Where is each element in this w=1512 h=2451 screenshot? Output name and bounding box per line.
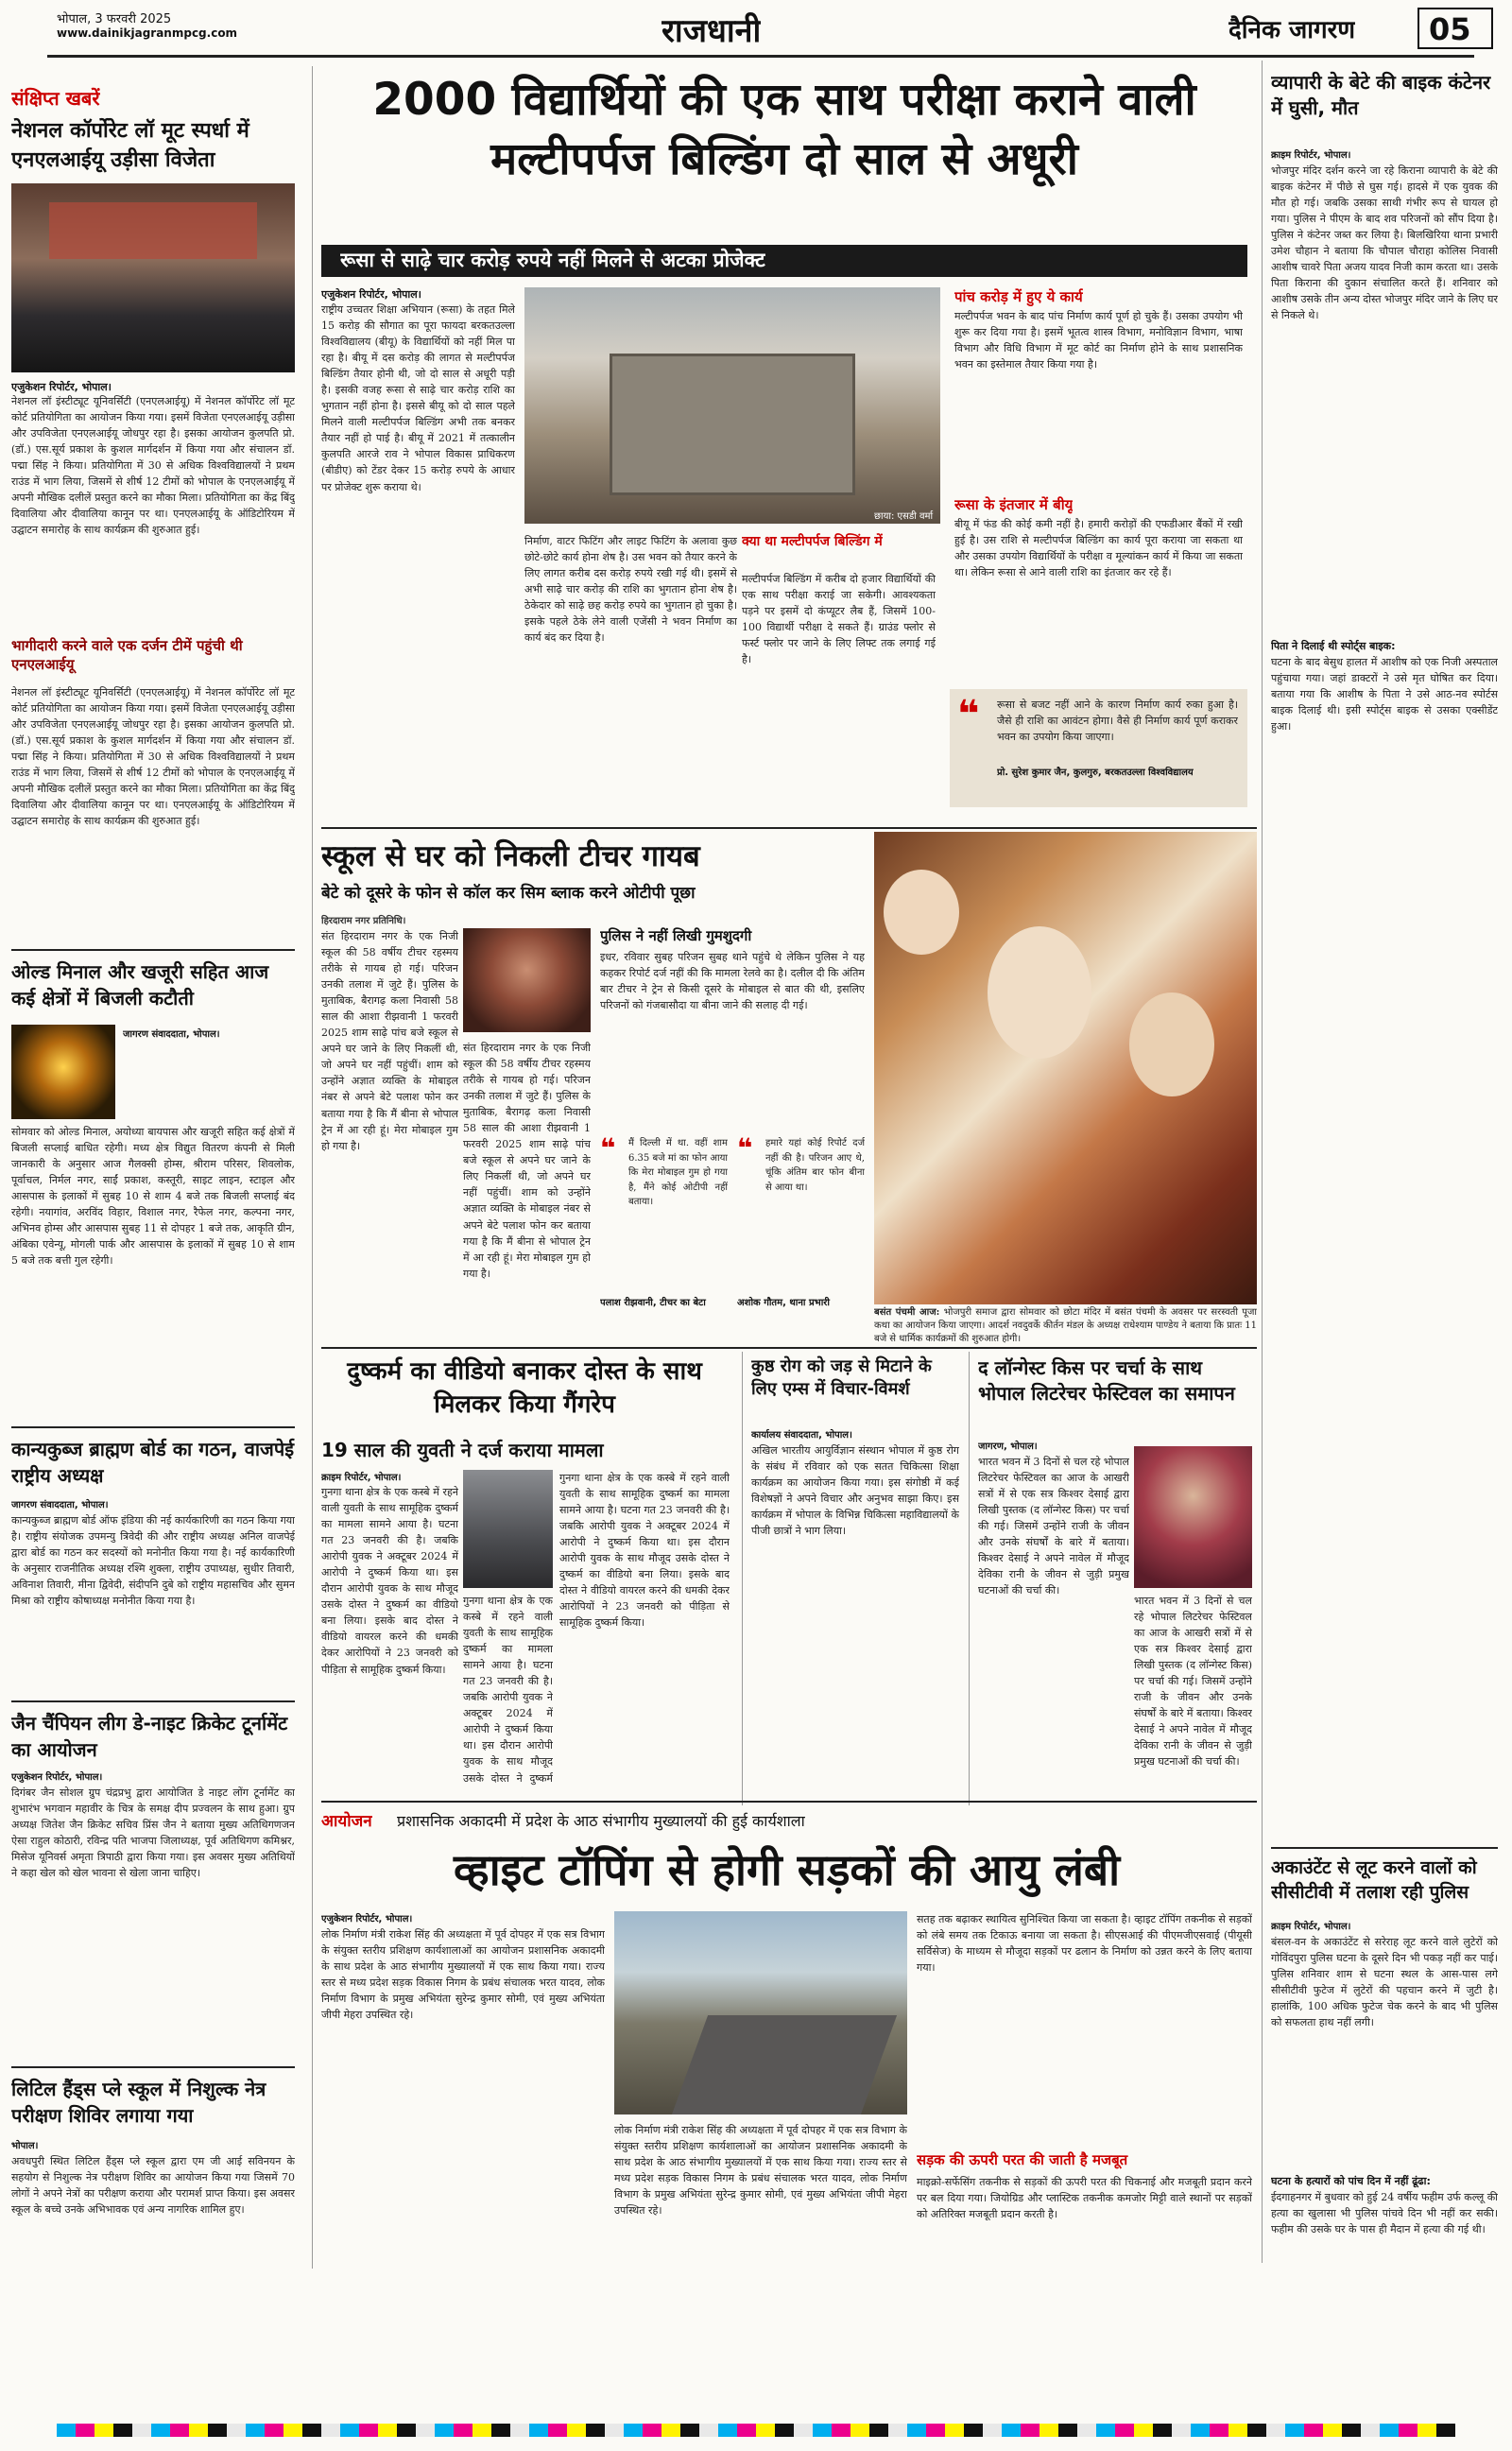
right-1-body: भोजपुर मंदिर दर्शन करने जा रहे किराना व्यापारी के बेटे की बाइक कंटेनर में पीछे से घुस गई। हादसे में एक युवक की मौत हो गई। जबकि उसका साथी गंभीर रूप से घायल हो गया। पुलिस ने पीएम के बाद शव परिजनों को सौंप दिया है। पुलिस ने कंटेनर जब्त कर लिया है। बिलखिरिया थाना प्रभारी उमेश चौहान ने बताया कि चौपाल चौराहा कोलिस निवासी आशीष चावरे पिता अजय यादव निजी काम करता था। उसके पिता किराना की दुकान संचालित करते हैं। शनिवार को आशीष उसके तीन अन्य दोस्त भोजपुर मंदिर जाने के लिए घर से निकले थे। xyxy=(1271,164,1498,322)
box-rusa-body: बीयू में फंड की कोई कमी नहीं है। हमारी करोड़ों की एफडीआर बैंकों में रखी हुई है। उस राशि से मल्टीपर्पज बिल्डिंग का कार्य पूरा कराया जा सकता था और उसका उपयोग विद्यार्थियों के परीक्षा व मूल्यांकन कार्य में किया जा सकता था। लेकिन रूसा से आने वाली राशि का इंतजार कर रहे हैं। xyxy=(954,518,1243,579)
bulb-photo xyxy=(11,1025,115,1119)
row2-rule xyxy=(321,827,1257,829)
teacher-subhead: पुलिस ने नहीं लिखी गुमशुदगी xyxy=(600,927,752,944)
lead-body-2: निर्माण, वाटर फिटिंग और लाइट फिटिंग के अलावा कुछ छोटे-छोटे कार्य होना शेष है। उस भवन को तैयार करने के लिए लागत करीब दस करोड़ रुपये रखी गई थी। इसमें से अभी साढ़े चार करोड़ की राशि का भुगतान होना शेष है। ठेकेदार को साढ़े छह करोड़ रुपये का भुगतान हो चुका है। इसके पहले ठेके लेने वाली एजेंसी ने भवन निर्माण का कार्य बंद कर दिया है। xyxy=(524,535,737,645)
lead-body-1: राष्ट्रीय उच्चतर शिक्षा अभियान (रूसा) के तहत मिले 15 करोड़ की सौगात का पूरा फायदा बरकतउल्ला विश्वविद्यालय (बीयू) के विद्यार्थियों को नहीं मिल पा रहा है। बीयू में दस करोड़ की लागत से मल्टीपर्पज बिल्डिंग तैयार होनी थी, जो दो साल से अधूरी पड़ी है। इसकी वजह रूसा से साढ़े चार करोड़ राशि का भुगतान नहीं होना है। इससे बीयू को दो साल पहले मिलने वाली मल्टीपर्पज बिल्डिंग अभी तक बनकर तैयार नहीं हो पाई है। बीयू में 2021 में तत्कालीन कुलपति आरजे राव ने भोपाल विकास प्राधिकरण (बीडीए) को टेंडर देकर 15 करोड़ रुपये के आधार पर प्रोजेक्ट शुरू कराया थे। xyxy=(321,303,515,493)
litfest-headline: द लॉन्गेस्ट किस पर चर्चा के साथ भोपाल लिटरेचर फेस्टिवल का समापन xyxy=(978,1356,1235,1405)
basant-caption-text: भोजपुरी समाज द्वारा सोमवार को छोटा मंदिर में बसंत पंचमी के अवसर पर सरस्वती पूजा कथा का आयोजन किया जाएगा। आदर्श नवदुवर्के कीर्तन मंडल के अध्यक्ष राधेश्याम पाण्डेय ने बताया कि प्रातः 11 बजे से धार्मिक कार्यक्रमों की शुरुआत होगी। xyxy=(874,1307,1257,1344)
right-1-subhead: पिता ने दिलाई थी स्पोर्ट्स बाइक: xyxy=(1271,640,1396,652)
right-1-byline: क्राइम रिपोर्टर, भोपाल। xyxy=(1271,150,1351,161)
brief-3-byline: जागरण संवाददाता, भोपाल। xyxy=(11,1500,109,1510)
teacher-body-cont: संत हिरदाराम नगर के एक निजी स्कूल की 58 वर्षीय टीचर रहस्मय तरीके से गायब हो गई। परिजन उनकी तलाश में जुटे हैं। पुलिस के मुताबिक, बैरागढ़ कला निवासी 58 साल की आशा रीझवानी 1 फरवरी 2025 शाम साढ़े पांच बजे स्कूल से अपने घर जाने के लिए निकलीं थी, जो अपने घर नहीं पहुंचीं। शाम को उन्होंने अज्ञात व्यक्ति के मोबाइल नंबर से अपने बेटे पलाश फोन कर बताया गया है कि मैं बीना से भोपाल ट्रेन में आ रही हूं। मेरा मोबाइल गुम हो गया है। xyxy=(463,1042,591,1280)
teacher-deck: बेटे को दूसरे के फोन से कॉल कर सिम ब्लाक करने ओटीपी पूछा xyxy=(321,884,696,903)
brief-5-byline: भोपाल। xyxy=(11,2141,39,2151)
gangrape-body-cont-2: गुनगा थाना क्षेत्र के एक कस्बे में रहने वाली युवती के साथ सामूहिक दुष्कर्म का मामला सामने आया है। घटना गत 23 जनवरी की है। जबकि आरोपी युवक ने अक्टूबर 2024 में आरोपी ने दुष्कर्म किया था। इस दौरान आरोपी युवक के साथ मौजूद उसके दोस्त ने दुष्कर्म का वीडियो बना लिया। इसके बाद दोस्त ने वीडियो वायरल करने की धमकी देकर आरोपियों ने 23 जनवरी को पीड़िता से सामूहिक दुष्कर्म किया। xyxy=(559,1472,730,1630)
quote-text: रूसा से बजट नहीं आने के कारण निर्माण कार्य रुका हुआ है। जैसे ही राशि का आवंटन होगा। वैसे ही निर्माण कार्य पूर्ण कराकर भवन का उपयोग किया जाएगा। xyxy=(997,699,1238,744)
lead-byline: एजुकेशन रिपोर्टर, भोपाल। xyxy=(321,288,421,301)
whitetopping-story xyxy=(321,1805,1257,2269)
right-rule xyxy=(1271,1847,1498,1849)
teacher-quote-1 xyxy=(600,1132,728,1331)
lead-story xyxy=(321,60,1257,817)
kicker-text: प्रशासनिक अकादमी में प्रदेश के आठ संभागीय मुख्यालयों की हुई कार्यशाला xyxy=(397,1812,805,1830)
teacher-quote-2 xyxy=(737,1132,865,1331)
idol-face-3 xyxy=(884,870,959,955)
box-five-crore xyxy=(945,287,1247,495)
teacher-story xyxy=(321,832,869,1342)
header-site[interactable]: www.dainikjagranmpcg.com xyxy=(57,26,238,40)
brief-1-byline: एजुकेशन रिपोर्टर, भोपाल। xyxy=(11,381,112,393)
left-column xyxy=(0,60,312,2376)
brief-4-headline: जैन चैंपियन लीग डे-नाइट क्रिकेट टूर्नामेंट का आयोजन xyxy=(11,1712,288,1761)
divider-right xyxy=(1262,60,1263,2263)
teacher-photo xyxy=(463,928,591,1032)
teacher-headline: स्कूल से घर को निकली टीचर गायब xyxy=(321,839,700,873)
litfest-body: भारत भवन में 3 दिनों से चल रहे भोपाल लिटरेचर फेस्टिवल का आज के आखरी सत्रों में से एक सत्र किश्वर देसाई द्वारा लिखी पुस्तक (द लॉन्गेस्ट किस) पर चर्चा की गई। जिसमें उन्होंने राजी के जीवन और उनके संघर्षों के बारे में बताया। किश्वर देसाई ने अपने नावेल में मौजूद देविका रानी के जीवन से जुड़ी प्रमुख घटनाओं की चर्चा की। xyxy=(978,1456,1129,1597)
kicker-bar xyxy=(321,1809,1252,1836)
left-rule-1 xyxy=(11,949,295,951)
brief-4-body: दिगंबर जैन सोशल ग्रुप चंद्रप्रभु द्वारा आयोजित डे नाइट लोंग टूर्नामेंट का शुभारंभ भगवान महावीर के चित्र के समक्ष दीप प्रज्वलन के साथ हुआ। ग्रुप अध्यक्ष जितेश जैन क्रिकेट सचिव प्रिंस जैन ने बताया मुख्य अतिथिगणजन ऐसा राहुल कोठारी, रविन्द्र पति भाजपा जिलाध्यक्ष, पूर्व अतिथिगण कमिश्नर, मिसेज यूनिवर्स अमृता त्रिपाठी द्वारा किया गया। इस अवसर मुख्य अतिथियों ने कहा खेल को खेल भावना से खेला जाना चाहिए। xyxy=(11,1786,295,1880)
left-rule-4 xyxy=(11,2066,295,2068)
page-number-box xyxy=(1418,8,1493,49)
author-photo xyxy=(1134,1446,1252,1588)
litfest-byline: जागरण, भोपाल। xyxy=(978,1441,1038,1452)
brief-3-headline: कान्यकुब्ज ब्राह्मण बोर्ड का गठन, वाजपेई राष्ट्रीय अध्यक्ष xyxy=(11,1438,295,1487)
right-2-body-2: ईदगाहनगर में बुधवार को हुई 24 वर्षीय फहीम उर्फ कल्लू की हत्या का खुलासा भी पुलिस पांचवे दिन भी नहीं कर सकी। फहीम की उसके घर के पास ही मैदान में हत्या की गई थी। xyxy=(1271,2191,1498,2236)
gangrape-story xyxy=(321,1352,737,1796)
brief-label: संक्षिप्त खबरें xyxy=(11,87,100,110)
right-1-headline: व्यापारी के बेटे की बाइक कंटेनर में घुसी, मौत xyxy=(1271,71,1491,119)
whitetopping-body-3: माइक्रो-सर्फेसिंग तकनीक से सड़कों की ऊपरी परत की चिकनाई और मजबूती प्रदान करने पर बल दिया गया। जियोग्रिड और प्लास्टिक तकनीक कमजोर मिट्टी वाले स्थानों पर सड़कों को अतिरिक्त मजबूती प्रदान करती है। xyxy=(917,2176,1252,2221)
box-multipurpose xyxy=(742,533,940,807)
brief-2-headline: ओल्ड मिनाल और खजूरी सहित आज कई क्षेत्रों में बिजली कटौती xyxy=(11,960,269,1010)
registration-bars xyxy=(57,2424,1455,2437)
bottom-rule xyxy=(321,1801,1257,1803)
gangrape-byline: क्राइम रिपोर्टर, भोपाल। xyxy=(321,1473,402,1483)
right-2-headline: अकाउंटेंट से लूट करने वालों को सीसीटीवी में तलाश रही पुलिस xyxy=(1271,1857,1477,1903)
leprosy-story xyxy=(751,1352,964,1796)
box-multipurpose-body: मल्टीपर्पज बिल्डिंग में करीब दो हजार विद्यार्थियों की एक साथ परीक्षा कराई जा सकेगी। आवश्यकता पड़ने पर इसमें दो कंप्यूटर लैब हैं, जिसमें 100-100 विद्यार्थी परीक्षा दे सकते हैं। ग्राउंड फ्लोर से फर्स्ट फ्लोर पर जाने के लिए लिफ्ट तक लगाई गई है। xyxy=(742,573,936,666)
whitetopping-body-cont: लोक निर्माण मंत्री राकेश सिंह की अध्यक्षता में पूर्व दोपहर में एक सत्र विभाग के संयुक्त स्तरीय प्रशिक्षण कार्यशालाओं का आयोजन प्रशासनिक अकादमी के साथ प्रदेश के आठ संभागीय मुख्यालयों में एक साथ किया गया। राज्य स्तर से मध्य प्रदेश सड़क विकास निगम के प्रबंध संचालक भरत यादव, लोक निर्माण विभाग के प्रमुख अभियंता सुरेन्द्र कुमार सोमी, एवं मुख्य अभियंता जीपी मेहरा उपस्थित रहे। xyxy=(614,2124,907,2218)
whitetopping-headline: व्हाइट टॉपिंग से होगी सड़कों की आयु लंबी xyxy=(453,1844,1121,1895)
teacher-body: संत हिरदाराम नगर के एक निजी स्कूल की 58 वर्षीय टीचर रहस्मय तरीके से गायब हो गई। परिजन उनकी तलाश में जुटे हैं। पुलिस के मुताबिक, बैरागढ़ कला निवासी 58 साल की आशा रीझवानी 1 फरवरी 2025 शाम साढ़े पांच बजे स्कूल से अपने घर जाने के लिए निकलीं थी, जो अपने घर नहीं पहुंचीं। शाम को उन्होंने अज्ञात व्यक्ति के मोबाइल नंबर से अपने बेटे पलाश फोन कर बताया गया है कि मैं बीना से भोपाल ट्रेन में आ रही हूं। मेरा मोबाइल गुम हो गया है। xyxy=(321,930,458,1152)
photo-label: सड़क की ऊपरी परत की जाती है मजबूत xyxy=(917,2151,1128,2168)
teacher-byline: हिरदाराम नगर प्रतिनिधि। xyxy=(321,916,406,926)
road-shape xyxy=(672,2015,897,2114)
idol-face-1 xyxy=(988,926,1091,1059)
right-column xyxy=(1271,60,1503,2367)
building-photo-credit: छाया: एसडी वर्मा xyxy=(874,511,934,522)
paper-name: दैनिक जागरण xyxy=(1228,16,1356,44)
teacher-quote-2-by: अशोक गौतम, थाना प्रभारी xyxy=(737,1298,830,1308)
box-rusa-wait xyxy=(945,495,1247,684)
box-multipurpose-title: क्या था मल्टीपर्पज बिल्डिंग में xyxy=(742,534,883,549)
box-rusa-title: रूसा के इंतजार में बीयू xyxy=(954,496,1074,513)
leprosy-headline: कुष्ठ रोग को जड़ से मिटाने के लिए एम्स में विचार-विमर्श xyxy=(751,1356,932,1400)
header-rule xyxy=(47,55,1474,58)
leprosy-byline: कार्यालय संवाददाता, भोपाल। xyxy=(751,1430,852,1441)
gangrape-headline: दुष्कर्म का वीडियो बनाकर दोस्त के साथ मिलकर किया गैंगरेप xyxy=(347,1357,702,1420)
basant-caption-label: बसंत पंचमी आज: xyxy=(874,1307,940,1318)
teacher-quote-2-text: हमारे यहां कोई रिपोर्ट दर्ज नहीं की है। परिजन आए थे, चूंकि अंतिम बार फोन बीना से आया था। xyxy=(765,1138,865,1193)
quote-2-mark-icon: ❝ xyxy=(737,1132,753,1164)
building-block xyxy=(610,354,855,495)
box-five-crore-title: पांच करोड़ में हुए ये कार्य xyxy=(954,288,1083,305)
lead-deck-bar xyxy=(321,245,1247,277)
kicker-label: आयोजन xyxy=(321,1812,372,1831)
left-rule-3 xyxy=(11,1700,295,1702)
teacher-quote-1-text: मैं दिल्ली में था. वहीं शाम 6.35 बजे मां का फोन आया कि मेरा मोबाइल गुम हो गया है, मैंने कोई ओटीपी नहीं बताया। xyxy=(628,1138,728,1207)
brief-4-byline: एजुकेशन रिपोर्टर, भोपाल। xyxy=(11,1772,103,1783)
lead-headline: 2000 विद्यार्थियों की एक साथ परीक्षा कराने वाली मल्टीपर्पज बिल्डिंग दो साल से अधूरी xyxy=(372,74,1196,186)
right-1-body-2: घटना के बाद बेसुध हालत में आशीष को एक निजी अस्पताल पहुंचाया गया। जहां डाक्टरों ने उसे मृत घोषित कर दिया। बताया गया कि आशीष के पिता ने उसे आठ-नव स्पोर्टस बाइक दिलाई थी। इसी स्पोर्ट्स बाइक से उसका एक्सीडेंट हुआ। xyxy=(1271,656,1498,734)
teacher-quote-1-by: पलाश रीझवानी, टीचर का बेटा xyxy=(600,1298,706,1308)
brief-1-body: नेशनल लॉ इंस्टीट्यूट यूनिवर्सिटी (एनएलआईयू) में नेशनल कॉर्पोरेट लॉ मूट कोर्ट प्रतियोगिता का आयोजन किया गया। इसमें विजेता एनएलआईयू उड़ीसा और उपविजेता एनएलआईयू जोधपुर रहा है। इसका आयोजन कुलपति प्रो. (डॉ.) एस.सूर्य प्रकाश के कुशल मार्गदर्शन में किया गया और संचालन डॉ. पद्मा सिंह ने किया। प्रतियोगिता में 30 से अधिक विश्वविद्यालयों ने प्रथम राउंड में भाग लिया, जिसमें से शीर्ष 12 टीमों को भोपाल के एनएलआईयू में अपनी मौखिक दलीलें प्रस्तुत करने का मौका मिला। प्रतियोगिता का केंद्र बिंदु दिवालिया और दीवालिया कानून पर था। एनएलआईयू के ऑडिटोरियम में उद्घाटन समारोह के साथ कार्यक्रम की शुरुआत हुई। xyxy=(11,395,295,537)
whitetopping-byline: एजुकेशन रिपोर्टर, भोपाल। xyxy=(321,1914,413,1925)
divider-row3-b xyxy=(969,1352,970,1805)
quote-1-mark-icon: ❝ xyxy=(600,1132,616,1164)
brief-3-body: कान्यकुब्ज ब्राह्मण बोर्ड ऑफ इंडिया की नई कार्यकारिणी का गठन किया गया है। राष्ट्रीय संयोजक उपमन्यु त्रिवेदी की और राष्ट्रीय अध्यक्ष अनिल वाजपेई द्वारा बोर्ड का गठन कर सदस्यों को मनोनीत किया गया है। नई कार्यकारिणी के अनुसार राजनीतिक अध्यक्ष रश्मि शुक्ला, राष्ट्रीय उपाध्यक्ष, सुधीर तिवारी, अविनाश तिवारी, मीना द्विवेदी, संदीपनि दुबे को राष्ट्रीय महासचिव और सुमन मिश्रा को राष्ट्रीय कोषाध्यक्ष मनोनीत किया गया है। xyxy=(11,1514,295,1608)
page-number: 05 xyxy=(1429,11,1471,47)
divider-row3-a xyxy=(742,1352,743,1805)
quote-mark-icon: ❝ xyxy=(957,693,980,736)
box-five-crore-body: मल्टीपर्पज भवन के बाद पांच निर्माण कार्य पूर्ण हो चुके हैं। उसका उपयोग भी शुरू कर दिया गया है। इसमें भूतत्व शास्त्र विभाग, मनोविज्ञान विभाग, भाषा विभाग और विधि विभाग में मूट कोर्ट का निर्माण होने के साथ प्रशासनिक भवन का इस्तेमाल तैयार किया गया है। xyxy=(954,310,1243,371)
basant-caption xyxy=(874,1306,1257,1344)
quote-attribution: प्रो. सुरेश कुमार जैन, कुलगुरु, बरकतउल्ला विश्वविद्यालय xyxy=(997,768,1194,778)
basant-caption-block xyxy=(874,1306,1257,1344)
gangrape-body-cont: गुनगा थाना क्षेत्र के एक कस्बे में रहने वाली युवती के साथ सामूहिक दुष्कर्म का मामला सामने आया है। घटना गत 23 जनवरी की है। जबकि आरोपी युवक ने अक्टूबर 2024 में आरोपी ने दुष्कर्म किया था। इस दौरान आरोपी युवक के साथ मौजूद उसके दोस्त ने दुष्कर्म xyxy=(463,1595,553,1785)
teacher-body-2: इधर, रविवार सुबह परिजन सुबह थाने पहुंचे थे लेकिन पुलिस ने यह कहकर रिपोर्ट दर्ज नहीं की कि मामला रेलवे का है। दलील दी कि अंतिम बार टीचर ने ट्रेन से किसी दूसरे के मोबाइल से बात की थी, इसलिए परिजनों को गंजबासौदा या बीना जाने की सलाह दी गई। xyxy=(600,951,865,1012)
row3-rule xyxy=(321,1347,1257,1349)
idol-face-2 xyxy=(1129,992,1214,1096)
gangrape-deck: 19 साल की युवती ने दर्ज कराया मामला xyxy=(321,1439,604,1461)
brief-5-body: अवधपुरी स्थित लिटिल हैंड्स प्ले स्कूल द्वारा एम जी आई सविनयन के सहयोग से निशुल्क नेत्र परीक्षण शिविर का आयोजन किया गया जिसमें 70 लोगों ने अपने नेत्रों का परीक्षण कराया और परामर्श प्राप्त किया। इस अवसर स्कूल के बच्चे उनके अभिभावक एवं अन्य नागरिक शामिल हुए। xyxy=(11,2155,295,2217)
whitetopping-body-2: सतह तक बढ़ाकर स्थायित्व सुनिश्चित किया जा सकता है। व्हाइट टॉपिंग तकनीक से सड़कों को लंबे समय तक टिकाऊ बनाया जा सकता है। सीएसआई की पीएमजीएसवाई (पीयूसी सर्विसेज) के माध्यम से मौजूदा सड़कों पर ढलान के निर्माण को उन्नत करने के लिए बताया गया। xyxy=(917,1913,1252,1975)
brief-2-byline: जागरण संवाददाता, भोपाल। xyxy=(123,1029,220,1040)
litfest-body-cont: भारत भवन में 3 दिनों से चल रहे भोपाल लिटरेचर फेस्टिवल का आज के आखरी सत्रों में से एक सत्र किश्वर देसाई द्वारा लिखी पुस्तक (द लॉन्गेस्ट किस) पर चर्चा की गई। जिसमें उन्होंने राजी के जीवन और उनके संघर्षों के बारे में बताया। किश्वर देसाई ने अपने नावेल में मौजूद देविका रानी के जीवन से जुड़ी प्रमुख घटनाओं की चर्चा की। xyxy=(1134,1595,1252,1769)
distressed-woman-photo xyxy=(463,1470,553,1588)
lead-deck: रूसा से साढ़े चार करोड़ रुपये नहीं मिलने से अटका प्रोजेक्ट xyxy=(340,249,765,271)
highway-photo xyxy=(614,1911,907,2114)
divider-left xyxy=(312,66,313,2269)
whitetopping-body-1: लोक निर्माण मंत्री राकेश सिंह की अध्यक्षता में पूर्व दोपहर में एक सत्र विभाग के संयुक्त स्तरीय प्रशिक्षण कार्यशालाओं का आयोजन प्रशासनिक अकादमी के साथ प्रदेश के आठ संभागीय मुख्यालयों में एक साथ किया गया। राज्य स्तर से मध्य प्रदेश सड़क विकास निगम के प्रबंध संचालक भरत यादव, लोक निर्माण विभाग के प्रमुख अभियंता सुरेन्द्र कुमार सोमी, एवं मुख्य अभियंता जीपी मेहरा उपस्थित रहे। xyxy=(321,1928,605,2022)
quote-box xyxy=(950,689,1247,807)
leprosy-body: अखिल भारतीय आयुर्विज्ञान संस्थान भोपाल में कुष्ठ रोग के संबंध में रविवार को एक सतत चिकित्सा शिक्षा कार्यक्रम का आयोजन किया गया। इस संगोष्ठी में कई विशेषज्ञों ने अपने विचार और अनुभव साझा किए। इस कार्यक्रम में भोपाल के विभिन्न चिकित्सा महाविद्यालयों के पीजी छात्रों ने भाग लिया। xyxy=(751,1444,959,1538)
gangrape-body: गुनगा थाना क्षेत्र के एक कस्बे में रहने वाली युवती के साथ सामूहिक दुष्कर्म का मामला सामने आया है। घटना गत 23 जनवरी की है। जबकि आरोपी युवक ने अक्टूबर 2024 में आरोपी ने दुष्कर्म किया था। इस दौरान आरोपी युवक के साथ मौजूद उसके दोस्त ने दुष्कर्म का वीडियो बना लिया। इसके बाद दोस्त ने वीडियो वायरल करने की धमकी देकर आरोपियों ने 23 जनवरी को पीड़िता से सामूहिक दुष्कर्म किया। xyxy=(321,1486,458,1676)
brief-1-pullquote: भागीदारी करने वाले एक दर्जन टीमें पहुंची थी एनएलआईयू xyxy=(11,637,243,673)
right-2-body: बंसल-वन के अकाउंटेंट से सरेराह लूट करने वाले लुटेरों को गोविंदपुरा पुलिस घटना के दूसरे दिन भी पकड़ नहीं कर पाई। पुलिस शनिवार शाम से घटना स्थल के आस-पास लगे सीसीटीवी फुटेज में लुटेरों की पहचान करने में जुटी है। हालांकि, 100 अधिक फुटेज चेक करने के बाद भी पुलिस को सफलता हाथ नहीं लगी। xyxy=(1271,1936,1498,2029)
brief-2-body: सोमवार को ओल्ड मिनाल, अयोध्या बायपास और खजूरी सहित कई क्षेत्रों में बिजली सप्लाई बाधित रहेगी। मध्य क्षेत्र विद्युत वितरण कंपनी से मिली जानकारी के अनुसार आज गैलक्सी होम्स, श्रीराम परिसर, शिवलोक, पूर्वाचल, निर्मल नगर, साईं प्रकाश, कस्तूरी, साइट लाइन, स्टाइल और आसपास के इलाकों में सुबह 10 से शाम 4 बजे तक बिजली सप्लाई बंद रहेगी। नयागांव, अरविंद विहार, विशाल नगर, रैफेल नगर, कल्पना नगर, अभिनव होम्स और आसपास सुबह 11 से दोपहर 1 बजे तक, आकृति ग्रीन, अंबिका एवेन्यू, मोगली पार्क और आसपास के इलाकों में सुबह 10 से शाम 5 बजे तक बत्ती गुल रहेगी। xyxy=(11,1126,295,1268)
brief-5-headline: लिटिल हैंड्स प्ले स्कूल में निशुल्क नेत्र परीक्षण शिविर लगाया गया xyxy=(11,2078,266,2127)
section-title: राजधानी xyxy=(662,12,762,50)
right-2-byline: क्राइम रिपोर्टर, भोपाल। xyxy=(1271,1922,1351,1932)
saraswati-idols-photo xyxy=(874,832,1257,1304)
header-date: भोपाल, 3 फरवरी 2025 xyxy=(57,12,172,26)
brief-1-body-cont: नेशनल लॉ इंस्टीट्यूट यूनिवर्सिटी (एनएलआईयू) में नेशनल कॉर्पोरेट लॉ मूट कोर्ट प्रतियोगिता का आयोजन किया गया। इसमें विजेता एनएलआईयू उड़ीसा और उपविजेता एनएलआईयू जोधपुर रहा है। इसका आयोजन कुलपति प्रो. (डॉ.) एस.सूर्य प्रकाश के कुशल मार्गदर्शन में किया गया और संचालन डॉ. पद्मा सिंह ने किया। प्रतियोगिता में 30 से अधिक विश्वविद्यालयों ने प्रथम राउंड में भाग लिया, जिसमें से शीर्ष 12 टीमों को भोपाल के एनएलआईयू में अपनी मौखिक दलीलें प्रस्तुत करने का मौका मिला। प्रतियोगिता का केंद्र बिंदु दिवालिया और दीवालिया कानून पर था। एनएलआईयू के ऑडिटोरियम में उद्घाटन समारोह के साथ कार्यक्रम की शुरुआत हुई। xyxy=(11,686,295,828)
litfest-story xyxy=(978,1352,1257,1796)
building-photo xyxy=(524,287,940,524)
color-registration-strip xyxy=(0,2420,1512,2441)
banner-shape xyxy=(49,202,257,259)
moot-court-photo xyxy=(11,183,295,372)
brief-1-headline: नेशनल कॉर्पोरेट लॉ मूट स्पर्धा में एनएलआईयू उड़ीसा विजेता xyxy=(11,119,249,172)
left-rule-2 xyxy=(11,1426,295,1428)
right-2-subhead: घटना के हत्यारों को पांच दिन में नहीं ढूंढा: xyxy=(1271,2175,1431,2187)
